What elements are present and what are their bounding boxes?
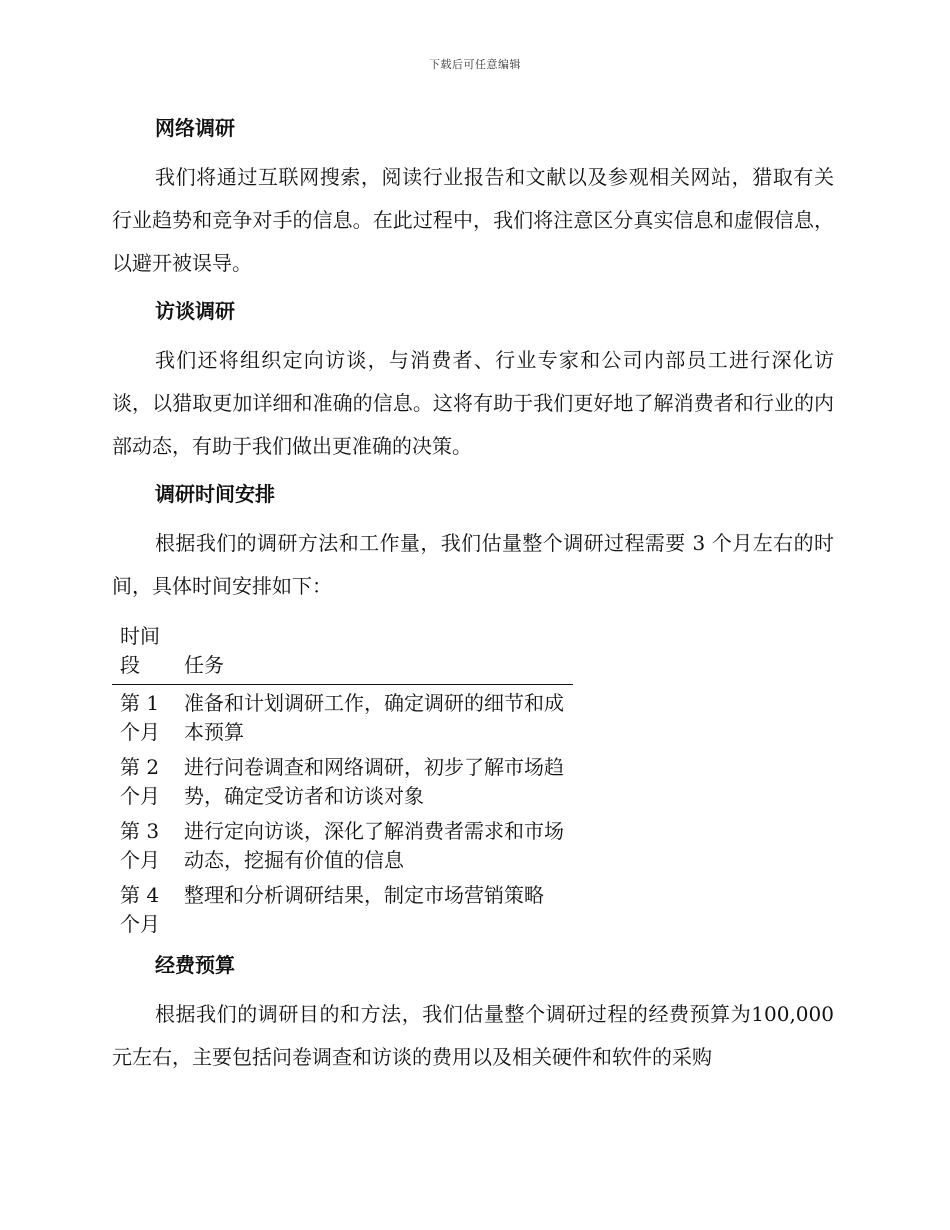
- table-cell-task: 进行定向访谈，深化了解消费者需求和市场动态，挖掘有价值的信息: [184, 819, 564, 872]
- document-body: [112, 110, 834, 1079]
- table-cell-task: 进行问卷调查和网络调研，初步了解市场趋势，确定受访者和访谈对象: [184, 755, 564, 808]
- heading-interview-research: 访谈调研: [155, 299, 235, 323]
- schedule-table: [112, 622, 573, 941]
- paragraph-online-research: 我们将通过互联网搜索，阅读行业报告和文献以及参观相关网站，猎取有关行业趋势和竞争对手的信息。在此过程中，我们将注意区分真实信息和虚假信息，以避开被误导。: [112, 165, 834, 275]
- table-cell-period: 第 1 个月: [120, 691, 160, 744]
- table-row: [112, 877, 573, 941]
- paragraph-schedule: 根据我们的调研方法和工作量，我们估量整个调研过程需要 3 个月左右的时间，具体时间安排如下：: [112, 531, 834, 598]
- heading-budget: 经费预算: [155, 953, 235, 977]
- table-cell-period: 第 4 个月: [120, 883, 160, 936]
- heading-schedule: 调研时间安排: [155, 482, 275, 506]
- table-cell-task: 整理和分析调研结果，制定市场营销策略: [184, 883, 544, 907]
- table-row: [112, 685, 573, 750]
- table-header-period: 时间段: [112, 622, 176, 685]
- table-cell-period: 第 3 个月: [120, 819, 160, 872]
- table-header-task: 任务: [176, 622, 573, 685]
- table-header-row: [112, 622, 573, 685]
- running-header: 下载后可任意编辑: [429, 58, 521, 71]
- table-cell-task: 准备和计划调研工作，确定调研的细节和成本预算: [184, 691, 564, 744]
- table-row: [112, 813, 573, 877]
- paragraph-interview-research: 我们还将组织定向访谈，与消费者、行业专家和公司内部员工进行深化访谈，以猎取更加详细和准确的信息。这将有助于我们更好地了解消费者和行业的内部动态，有助于我们做出更准确的决策。: [112, 348, 834, 458]
- heading-online-research: 网络调研: [155, 116, 235, 140]
- table-row: [112, 749, 573, 813]
- table-cell-period: 第 2 个月: [120, 755, 160, 808]
- paragraph-budget: 根据我们的调研目的和方法，我们估量整个调研过程的经费预算为100,000 元左右，主要包括问卷调查和访谈的费用以及相关硬件和软件的采购: [112, 1002, 834, 1069]
